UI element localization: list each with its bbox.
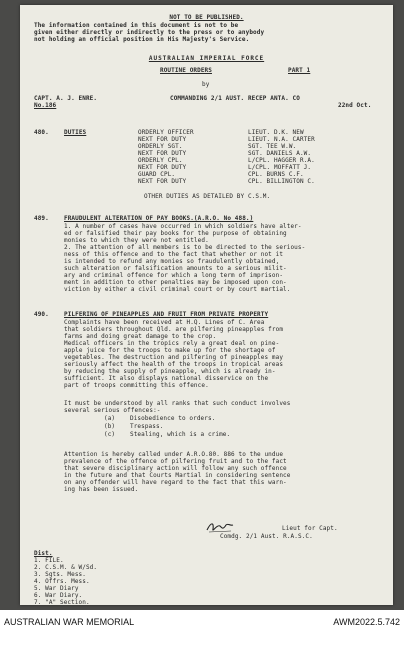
handwritten-signature — [205, 520, 235, 534]
duty-role: GUARD CPL. — [138, 171, 176, 178]
section-490-line: Complaints have been received at H.Q. Lines of C. Area — [64, 319, 265, 326]
section-490-line: that severe disciplinary action will follow any such offence — [64, 465, 287, 472]
section-490-line: several serious offences:- — [64, 407, 161, 414]
section-490-line: farms and doing great damage to the crop. — [64, 333, 217, 340]
by-label: by — [202, 81, 210, 88]
part-label: PART 1 — [288, 67, 311, 74]
section-489-heading: FRAUDULENT ALTERATION OF PAY BOOKS.(A.R.O. No 488.) — [64, 215, 254, 222]
section-489-line: 2. The attention of all members is to be directed to the serious- — [64, 244, 306, 251]
section-480-number: 480. — [34, 129, 49, 136]
section-489-line: 1. A number of cases have occurred in which soldiers have alter- — [64, 223, 302, 230]
section-490-line: prevalence of the offence of pilfering fruit and to the fact — [64, 458, 287, 465]
duty-name: CPL. BILLINGTON C. — [248, 178, 315, 185]
section-490-number: 490. — [34, 311, 49, 318]
orders-date: 22nd Oct. — [338, 102, 372, 109]
institution-name: AUSTRALIAN WAR MEMORIAL — [4, 617, 135, 627]
section-490-line: sufficient. It also displays national disservice on the — [64, 375, 269, 382]
duty-role: ORDERLY CPL. — [138, 157, 183, 164]
commanding-unit: COMMANDING 2/1 AUST. RECEP ANTA. CO — [170, 95, 300, 102]
restriction-line-1: The information contained in this document is not to be — [34, 22, 239, 29]
distribution-item: 4. Offrs. Mess. — [34, 578, 90, 585]
duty-role: NEXT FOR DUTY — [138, 136, 187, 143]
section-489-line: ness of this offence and to the fact that whether or not it — [64, 251, 284, 258]
section-490-line: seriously affect the health of the troops in tropical areas — [64, 361, 284, 368]
distribution-heading: Dist. — [34, 550, 53, 557]
distribution-item: 7. "A" Section. — [34, 599, 90, 605]
other-duties-note: OTHER DUTIES AS DETAILED BY C.S.M. — [144, 193, 271, 200]
commander-name: CAPT. A. J. ENRE. — [34, 95, 98, 102]
duty-role: ORDERLY SGT. — [138, 143, 183, 150]
section-490-line: ing has been issued. — [64, 486, 139, 493]
offence-label: (c) — [104, 431, 116, 438]
signature-title-line-1: Lieut for Capt. — [282, 525, 338, 532]
section-489-line: such alteration or falsification amounts to a serious milit- — [64, 265, 287, 272]
duty-name: LIEUT. N.A. CARTER — [248, 136, 315, 143]
restriction-line-3: not holding an official position in His Majesty's Service. — [34, 36, 250, 43]
offence-label: (b) — [104, 423, 116, 430]
orders-title: ROUTINE ORDERS — [160, 67, 212, 74]
duty-role: ORDERLY OFFICER — [138, 129, 194, 136]
duty-name: L/CPL. MOFFATT J. — [248, 164, 312, 171]
distribution-item: 5. War Diary — [34, 585, 79, 592]
section-490-line: Attention is hereby called under A.R.O.80. 886 to the undue — [64, 451, 284, 458]
section-489-number: 489. — [34, 215, 49, 222]
archive-reference: AWM2022.5.742 — [333, 617, 400, 627]
offence-label: (a) — [104, 415, 116, 422]
section-490-line: by reducing the supply of pineapple, which is already in- — [64, 368, 276, 375]
distribution-item: 6. War Diary. — [34, 592, 83, 599]
duty-name: LIEUT. D.K. NEW — [248, 129, 304, 136]
section-489-line: ary and criminal offence for which a long term of imprison- — [64, 272, 284, 279]
section-490-line: It must be understood by all ranks that such conduct involves — [64, 400, 291, 407]
archive-footer — [0, 612, 404, 653]
section-480-heading: DUTIES — [64, 129, 87, 136]
section-489-line: monies to which they were not entitled. — [64, 237, 209, 244]
restriction-title: NOT TO BE PUBLISHED. — [169, 14, 244, 21]
duty-role: NEXT FOR DUTY — [138, 150, 187, 157]
section-490-line: in the future and that Courts Martial in considering sentence — [64, 472, 291, 479]
section-490-line: part of troops committing this offence. — [64, 382, 209, 389]
section-490-line: on any offender will have regard to the fact that this warn- — [64, 479, 287, 486]
section-489-line: ed or falsified their pay books for the purpose of obtaining — [64, 230, 287, 237]
restriction-line-2: given either directly or indirectly to the press or to anybody — [34, 29, 265, 36]
force-title: AUSTRALIAN IMPERIAL FORCE — [148, 55, 265, 62]
offence-text: Disobedience to orders. — [130, 415, 216, 422]
duty-role: NEXT FOR DUTY — [138, 164, 187, 171]
distribution-item: 1. FILE. — [34, 557, 64, 564]
section-490-heading: PILFERING OF PINEAPPLES AND FRUIT FROM PRIVATE PROPERTY — [64, 311, 269, 318]
orders-number: No.186 — [34, 102, 57, 109]
distribution-item: 3. Sgts. Mess. — [34, 571, 86, 578]
section-489-line: viction by either a civil criminal court or by court martial. — [64, 286, 291, 293]
document-page — [20, 5, 393, 605]
section-490-line: vegetables. The destruction and pilfering of pineapples may — [64, 354, 284, 361]
section-489-line: is intended to refund any monies so fraudulently obtained, — [64, 258, 280, 265]
section-490-line: apple juice for the troops to make up for the shortage of — [64, 347, 276, 354]
duty-name: L/CPL. HAGGER R.A. — [248, 157, 315, 164]
duty-name: SGT. DANIELS A.W. — [248, 150, 312, 157]
duty-role: NEXT FOR DUTY — [138, 178, 187, 185]
signature-title-line-2: Comdg. 2/1 Aust. R.A.S.C. — [220, 533, 313, 540]
offence-text: Stealing, which is a crime. — [130, 431, 231, 438]
offence-text: Trespass. — [130, 423, 164, 430]
section-490-line: Medical officers in the tropics rely a great deal on pine- — [64, 340, 280, 347]
section-490-line: that soldiers throughout Qld. are pilfering pineapples from — [64, 326, 284, 333]
section-489-line: ment in addition to other penalties may be imposed upon con- — [64, 279, 287, 286]
duty-name: SGT. TEE W.W. — [248, 143, 297, 150]
duty-name: CPL. BURNS C.F. — [248, 171, 304, 178]
distribution-item: 2. C.S.M. & W/Sd. — [34, 564, 98, 571]
